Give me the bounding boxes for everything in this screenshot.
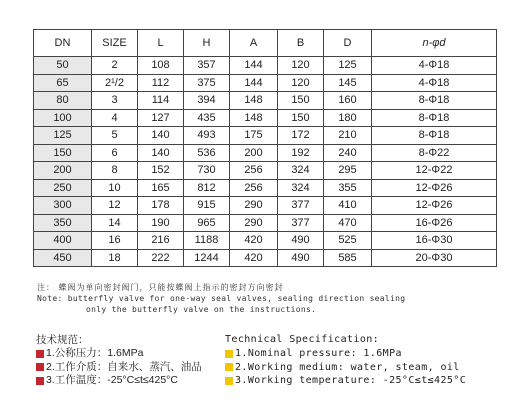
cell-a: 256 xyxy=(230,162,278,180)
yellow-square-icon xyxy=(225,350,233,358)
spec-english-title: Technical Specification: xyxy=(225,334,380,345)
cell-d: 240 xyxy=(324,144,372,162)
table-row xyxy=(34,144,497,162)
cell-l: 178 xyxy=(138,197,184,215)
cell-a: 200 xyxy=(230,144,278,162)
header-d: D xyxy=(324,30,372,57)
spec-english-item xyxy=(225,374,466,388)
cell-n-d: 12-Φ26 xyxy=(372,179,497,197)
spec-chinese-item-text: 1.公称压力：1.6MPa xyxy=(46,347,144,359)
cell-l: 140 xyxy=(138,144,184,162)
cell-l: 114 xyxy=(138,92,184,110)
cell-h: 965 xyxy=(184,214,230,232)
header-a: A xyxy=(230,30,278,57)
note-chinese: 注： 蝶阀为单向密封阀门，只能按蝶阀上指示的密封方向密封 xyxy=(37,283,284,292)
cell-h: 1188 xyxy=(184,232,230,250)
cell-n-d: 12-Φ26 xyxy=(372,197,497,215)
cell-dn: 250 xyxy=(34,179,92,197)
cell-n-d: 8-Φ18 xyxy=(372,109,497,127)
cell-a: 144 xyxy=(230,74,278,92)
cell-dn: 200 xyxy=(34,162,92,180)
table-row xyxy=(34,197,497,215)
cell-b: 490 xyxy=(278,232,324,250)
cell-a: 148 xyxy=(230,109,278,127)
cell-h: 730 xyxy=(184,162,230,180)
table-header-row xyxy=(34,30,497,57)
cell-b: 120 xyxy=(278,74,324,92)
cell-d: 355 xyxy=(324,179,372,197)
cell-dn: 100 xyxy=(34,109,92,127)
spec-chinese-item-text: 3.工作温度：-25°C≤t≤425°C xyxy=(46,374,178,386)
note-english-line-2: only the butterfly valve on the instructions. xyxy=(86,305,317,314)
header-l: L xyxy=(138,30,184,57)
cell-d: 210 xyxy=(324,127,372,145)
cell-b: 324 xyxy=(278,179,324,197)
spec-english-item-text: 2.Working medium: water, steam, oil xyxy=(235,361,460,373)
spec-chinese-title: 技术规范： xyxy=(36,334,89,346)
cell-dn: 400 xyxy=(34,232,92,250)
cell-size: 16 xyxy=(92,232,138,250)
cell-h: 394 xyxy=(184,92,230,110)
cell-l: 222 xyxy=(138,249,184,267)
cell-d: 470 xyxy=(324,214,372,232)
cell-n-d: 20-Φ30 xyxy=(372,249,497,267)
yellow-square-icon xyxy=(225,377,233,385)
cell-size: 2¹/2 xyxy=(92,74,138,92)
cell-h: 812 xyxy=(184,179,230,197)
cell-n-d: 8-Φ18 xyxy=(372,127,497,145)
cell-h: 357 xyxy=(184,57,230,75)
cell-n-d: 16-Φ30 xyxy=(372,232,497,250)
cell-size: 6 xyxy=(92,144,138,162)
cell-b: 120 xyxy=(278,57,324,75)
cell-d: 180 xyxy=(324,109,372,127)
spec-chinese-item xyxy=(36,347,202,361)
cell-dn: 80 xyxy=(34,92,92,110)
cell-size: 12 xyxy=(92,197,138,215)
cell-size: 2 xyxy=(92,57,138,75)
cell-d: 585 xyxy=(324,249,372,267)
table-row xyxy=(34,74,497,92)
cell-l: 140 xyxy=(138,127,184,145)
table-row xyxy=(34,127,497,145)
table-row xyxy=(34,92,497,110)
table-row xyxy=(34,179,497,197)
cell-d: 145 xyxy=(324,74,372,92)
cell-a: 148 xyxy=(230,92,278,110)
cell-h: 915 xyxy=(184,197,230,215)
cell-size: 18 xyxy=(92,249,138,267)
spec-english-item xyxy=(225,361,466,375)
cell-a: 256 xyxy=(230,179,278,197)
spec-chinese-item xyxy=(36,374,202,388)
cell-h: 536 xyxy=(184,144,230,162)
cell-d: 295 xyxy=(324,162,372,180)
table-row xyxy=(34,214,497,232)
cell-b: 150 xyxy=(278,109,324,127)
cell-b: 150 xyxy=(278,92,324,110)
note-english-line-1: Note: butterfly valve for one-way seal valves, sealing direction sealing xyxy=(37,294,406,303)
cell-dn: 450 xyxy=(34,249,92,267)
cell-a: 420 xyxy=(230,232,278,250)
cell-n-d: 16-Φ26 xyxy=(372,214,497,232)
cell-l: 216 xyxy=(138,232,184,250)
cell-a: 290 xyxy=(230,214,278,232)
spec-chinese-item xyxy=(36,361,202,375)
cell-l: 112 xyxy=(138,74,184,92)
cell-l: 190 xyxy=(138,214,184,232)
header-h: H xyxy=(184,30,230,57)
cell-a: 290 xyxy=(230,197,278,215)
spec-english xyxy=(225,333,466,388)
cell-h: 1244 xyxy=(184,249,230,267)
cell-b: 192 xyxy=(278,144,324,162)
spec-english-item-text: 1.Nominal pressure: 1.6MPa xyxy=(235,348,402,359)
cell-l: 127 xyxy=(138,109,184,127)
table-row xyxy=(34,249,497,267)
spec-english-item xyxy=(225,347,466,361)
spec-english-item-text: 3.Working temperature: -25°C≤t≤425°C xyxy=(235,375,467,386)
cell-a: 144 xyxy=(230,57,278,75)
cell-d: 525 xyxy=(324,232,372,250)
header-n-d: n-φd xyxy=(372,30,497,57)
cell-size: 3 xyxy=(92,92,138,110)
spec-chinese xyxy=(36,333,202,388)
cell-dn: 150 xyxy=(34,144,92,162)
cell-h: 375 xyxy=(184,74,230,92)
table-body xyxy=(34,57,497,267)
yellow-square-icon xyxy=(225,363,233,371)
cell-b: 377 xyxy=(278,214,324,232)
table-row xyxy=(34,162,497,180)
cell-b: 490 xyxy=(278,249,324,267)
red-square-icon xyxy=(36,377,44,385)
header-b: B xyxy=(278,30,324,57)
cell-size: 8 xyxy=(92,162,138,180)
cell-size: 4 xyxy=(92,109,138,127)
cell-l: 152 xyxy=(138,162,184,180)
cell-dn: 125 xyxy=(34,127,92,145)
cell-h: 435 xyxy=(184,109,230,127)
cell-dn: 300 xyxy=(34,197,92,215)
cell-n-d: 8-Φ22 xyxy=(372,144,497,162)
cell-dn: 50 xyxy=(34,57,92,75)
cell-h: 493 xyxy=(184,127,230,145)
cell-n-d: 8-Φ18 xyxy=(372,92,497,110)
table-row xyxy=(34,57,497,75)
table-row xyxy=(34,109,497,127)
cell-l: 108 xyxy=(138,57,184,75)
header-size: SIZE xyxy=(92,30,138,57)
cell-dn: 65 xyxy=(34,74,92,92)
red-square-icon xyxy=(36,363,44,371)
cell-d: 410 xyxy=(324,197,372,215)
header-dn: DN xyxy=(34,30,92,57)
cell-b: 172 xyxy=(278,127,324,145)
dimension-table xyxy=(33,29,497,267)
cell-l: 165 xyxy=(138,179,184,197)
red-square-icon xyxy=(36,350,44,358)
cell-n-d: 12-Φ22 xyxy=(372,162,497,180)
cell-a: 420 xyxy=(230,249,278,267)
table-row xyxy=(34,232,497,250)
cell-a: 175 xyxy=(230,127,278,145)
spec-chinese-item-text: 2.工作介质：自来水、蒸汽、油品 xyxy=(46,360,202,373)
cell-size: 10 xyxy=(92,179,138,197)
cell-size: 14 xyxy=(92,214,138,232)
cell-d: 160 xyxy=(324,92,372,110)
cell-n-d: 4-Φ18 xyxy=(372,57,497,75)
cell-n-d: 4-Φ18 xyxy=(372,74,497,92)
cell-d: 125 xyxy=(324,57,372,75)
cell-b: 377 xyxy=(278,197,324,215)
cell-size: 5 xyxy=(92,127,138,145)
cell-dn: 350 xyxy=(34,214,92,232)
cell-b: 324 xyxy=(278,162,324,180)
